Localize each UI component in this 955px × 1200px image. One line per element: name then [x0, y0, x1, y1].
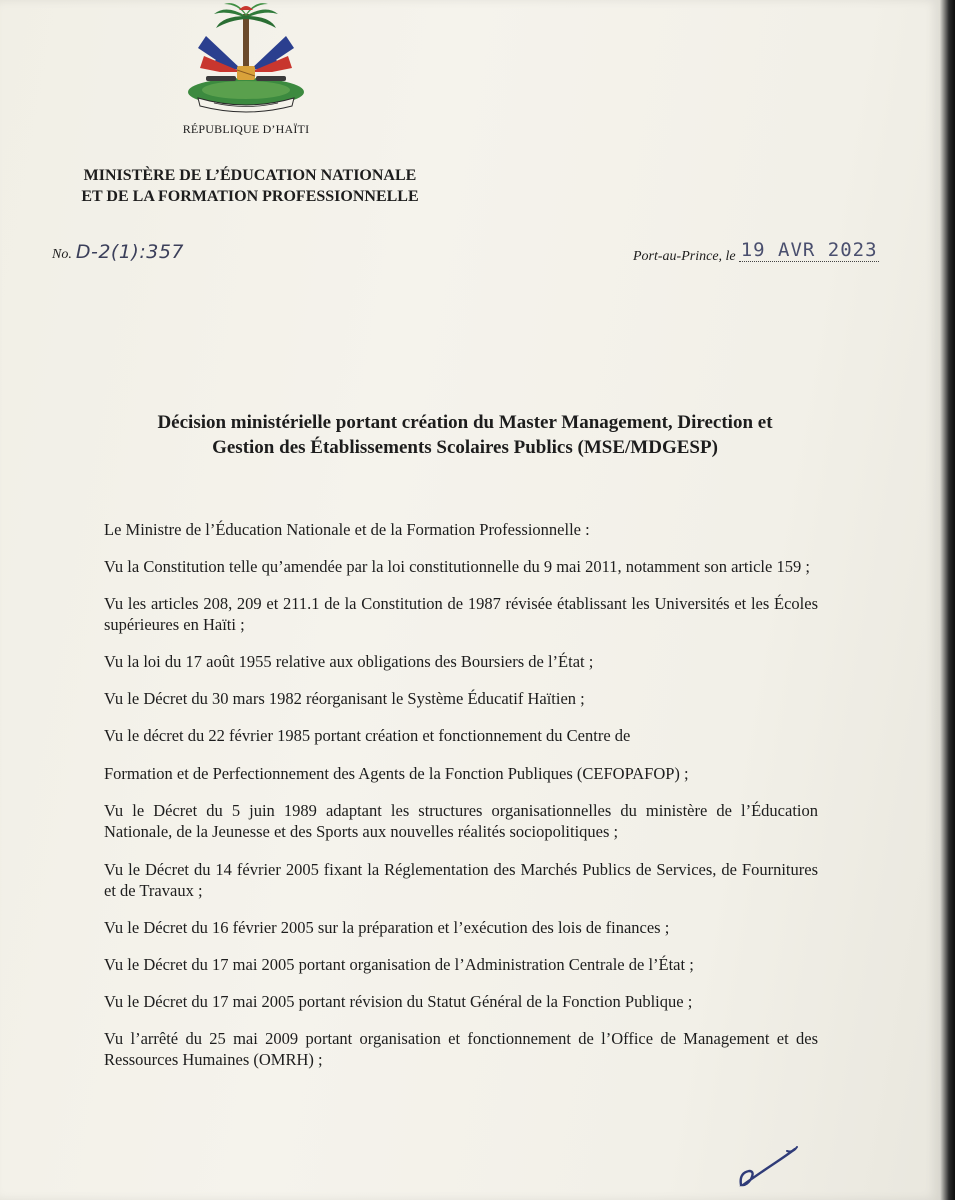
date-stamp: 19 AVR 2023: [740, 239, 878, 261]
preamble-paragraph: Le Ministre de l’Éducation Nationale et de la Formation Professionnelle :: [104, 520, 590, 539]
decision-title-line-2: Gestion des Établissements Scolaires Publics (MSE/MDGESP): [212, 437, 718, 458]
considerant-paragraph: Vu le décret du 22 février 1985 portant création et fonctionnement du Centre de: [104, 726, 631, 745]
considerant-paragraph: Vu les articles 208, 209 et 211.1 de la Constitution de 1987 révisée établissant les Universités et les Écoles supérieures en Haïti ;: [104, 594, 818, 634]
considerant-paragraph: Vu le Décret du 16 février 2005 sur la préparation et l’exécution des lois de finances ;: [104, 918, 670, 937]
considerant-paragraph: Vu le Décret du 14 février 2005 fixant la Réglementation des Marchés Publics de Services, de Fournitures et de Travaux ;: [104, 860, 818, 900]
considerant-paragraph: Vu la loi du 17 août 1955 relative aux obligations des Boursiers de l’État ;: [104, 652, 594, 671]
reference-value: D-2(1):357: [75, 241, 184, 263]
ministry-name-line-2: ET DE LA FORMATION PROFESSIONNELLE: [81, 188, 419, 205]
ministry-name-line-1: MINISTÈRE DE L’ÉDUCATION NATIONALE: [83, 167, 417, 184]
republic-label: RÉPUBLIQUE D’HAÏTI: [182, 122, 310, 136]
considerant-paragraph: Vu le Décret du 17 mai 2005 portant organisation de l’Administration Centrale de l’État ;: [104, 955, 694, 974]
initials-signature-icon: [735, 1145, 805, 1190]
place-date: [633, 239, 879, 266]
haiti-coat-of-arms-icon: [176, 0, 316, 118]
scan-edge-shadow: [940, 0, 955, 1200]
place-label: Port-au-Prince, le: [633, 249, 736, 264]
ministry-name: [50, 165, 450, 207]
considerant-paragraph: Vu la Constitution telle qu’amendée par la loi constitutionnelle du 9 mai 2011, notamment son article 159 ;: [104, 557, 810, 576]
considerant-paragraph: Vu l’arrêté du 25 mai 2009 portant organisation et fonctionnement de l’Office de Management et des Ressources Humaines (OMRH) ;: [104, 1029, 818, 1069]
considerant-paragraph: Formation et de Perfectionnement des Agents de la Fonction Publiques (CEFOPAFOP) ;: [104, 764, 689, 783]
considerant-paragraph: Vu le Décret du 17 mai 2005 portant révision du Statut Général de la Fonction Publique ;: [104, 992, 693, 1011]
decision-title: [100, 410, 830, 460]
reference-number: [52, 241, 184, 263]
decision-title-line-1: Décision ministérielle portant création du Master Management, Direction et: [157, 412, 773, 433]
reference-label: No.: [52, 247, 72, 262]
document-body: [104, 519, 818, 1070]
considerant-paragraph: Vu le Décret du 30 mars 1982 réorganisant le Système Éducatif Haïtien ;: [104, 689, 585, 708]
considerant-paragraph: Vu le Décret du 5 juin 1989 adaptant les structures organisationnelles du ministère de l’Éducation Nationale, de la Jeunesse et des Sports aux nouvelles réalités sociopolitiques ;: [104, 801, 818, 841]
